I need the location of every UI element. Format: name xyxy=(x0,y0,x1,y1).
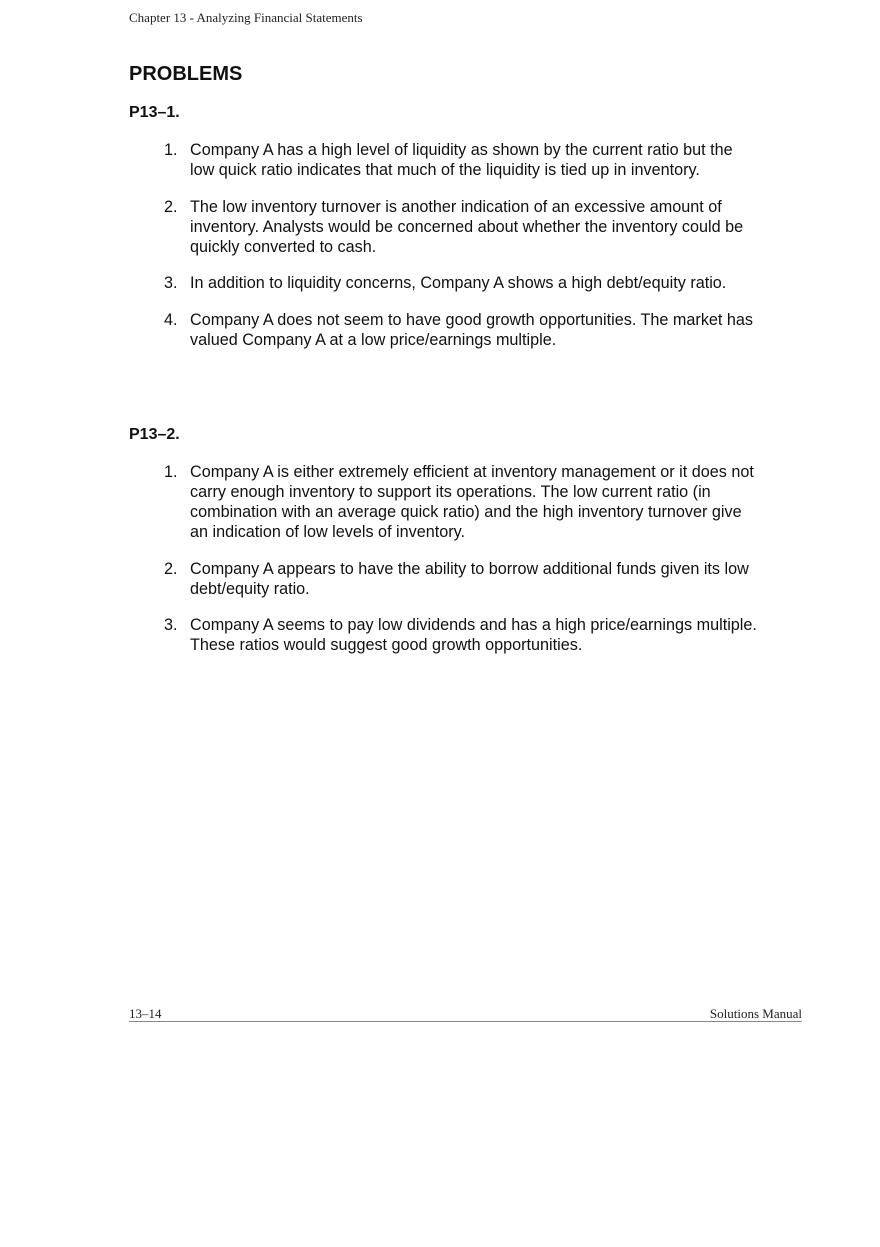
book-title: Solutions Manual xyxy=(709,1006,802,1021)
item-number: 1. xyxy=(164,463,178,481)
item-text: Company A seems to pay low dividends and has a high price/earnings multiple. These ratios would suggest good growth opportunities. xyxy=(190,616,757,654)
item-number: 3. xyxy=(164,274,178,292)
list-item xyxy=(129,140,759,180)
list-item xyxy=(129,462,759,542)
list-item xyxy=(129,197,759,257)
page-footer xyxy=(129,1006,802,1022)
page-number: 13–14 xyxy=(129,1006,162,1021)
item-number: 1. xyxy=(164,141,178,159)
problem-label: P13–2. xyxy=(129,426,180,443)
item-number: 2. xyxy=(164,559,178,578)
item-number: 4. xyxy=(164,310,178,329)
item-text: Company A appears to have the ability to borrow additional funds given its low debt/equity ratio. xyxy=(190,559,749,598)
item-text: Company A is either extremely efficient at inventory management or it does not carry enough inventory to support its operations. The low current ratio (in combination with an average quick ratio) and the high inventory turnover give an indication of low levels of inventory. xyxy=(190,463,754,541)
item-text: The low inventory turnover is another indication of an excessive amount of inventory. Analysts would be concerned about whether the inventory could be quickly converted to cash. xyxy=(190,197,744,256)
running-header: Chapter 13 - Analyzing Financial Statements xyxy=(129,10,363,25)
item-number: 3. xyxy=(164,616,178,634)
item-text: Company A has a high level of liquidity as shown by the current ratio but the low quick ratio indicates that much of the liquidity is tied up in inventory. xyxy=(190,141,733,179)
item-text: Company A does not seem to have good growth opportunities. The market has valued Company A at a low price/earnings multiple. xyxy=(190,310,754,349)
list-item xyxy=(129,615,759,655)
list-item xyxy=(129,273,759,293)
problem-item-list xyxy=(129,140,759,350)
section-title: PROBLEMS xyxy=(129,63,243,85)
problem-item-list xyxy=(129,462,759,655)
list-item xyxy=(129,310,759,350)
item-number: 2. xyxy=(164,197,178,216)
item-text: In addition to liquidity concerns, Company A shows a high debt/equity ratio. xyxy=(190,274,727,292)
problem-label: P13–1. xyxy=(129,104,180,121)
list-item xyxy=(129,559,759,599)
